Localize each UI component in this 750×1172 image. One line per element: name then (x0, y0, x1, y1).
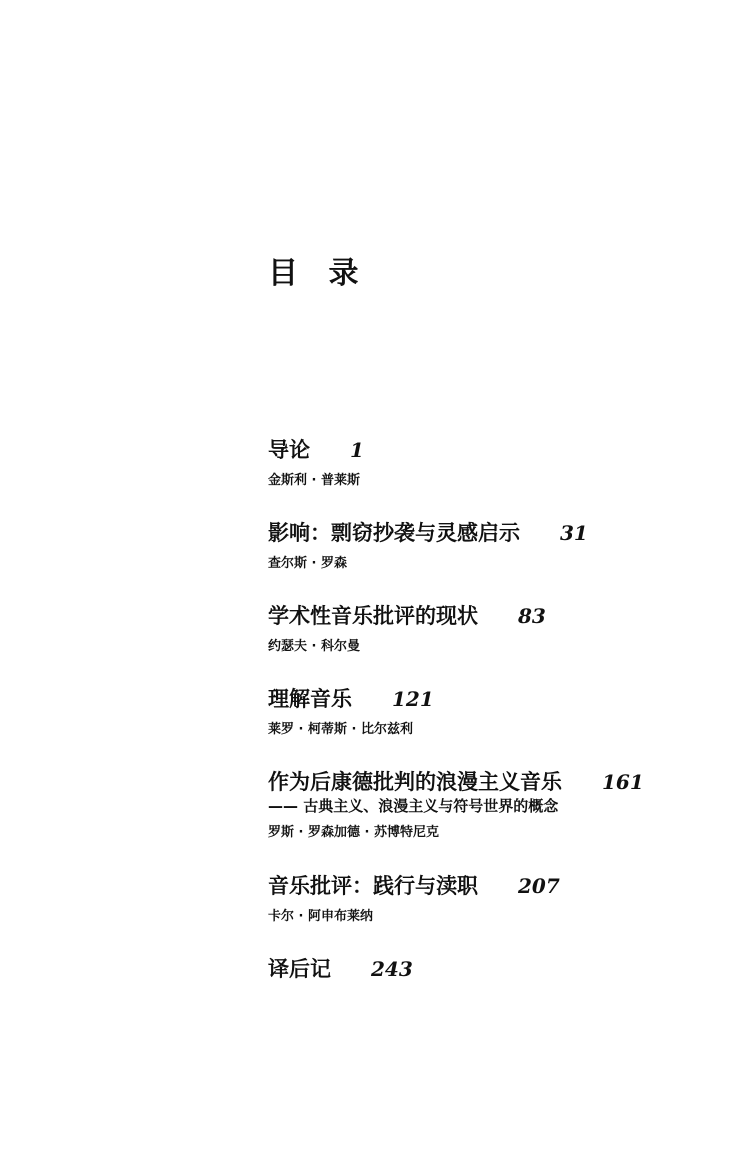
toc-entry[interactable] (268, 768, 728, 842)
entry-title: 理解音乐 (268, 687, 352, 711)
entry-page-number: 121 (392, 687, 434, 711)
entry-author: 金斯利 · 普莱斯 (268, 473, 360, 488)
entry-title-line (268, 519, 728, 547)
entry-page-number: 1 (350, 438, 364, 462)
entry-author: 莱罗 · 柯蒂斯 · 比尔兹利 (268, 722, 413, 737)
entry-page-number: 243 (371, 957, 413, 981)
toc-entry[interactable] (268, 436, 728, 490)
entry-title: 音乐批评：践行与渎职 (268, 874, 478, 898)
entry-subtitle: —— 古典主义、浪漫主义与符号世界的概念 (268, 797, 559, 815)
toc-entry[interactable] (268, 519, 728, 573)
entry-title-line (268, 768, 728, 796)
entry-author: 约瑟夫 · 科尔曼 (268, 639, 360, 654)
toc-heading: 目 录 (268, 256, 369, 291)
entry-author: 查尔斯 · 罗森 (268, 556, 347, 571)
entry-title-line (268, 602, 728, 630)
entry-page-number: 83 (518, 604, 546, 628)
entry-title: 影响：剽窃抄袭与灵感启示 (268, 521, 520, 545)
entry-title: 译后记 (268, 957, 331, 981)
toc-entry[interactable] (268, 685, 728, 739)
toc-entry[interactable] (268, 872, 728, 926)
entry-title: 作为后康德批判的浪漫主义音乐 (268, 770, 562, 794)
toc-entry[interactable] (268, 955, 728, 983)
entry-author: 罗斯 · 罗森加德 · 苏博特尼克 (268, 825, 439, 840)
entry-title-line (268, 955, 728, 983)
entry-title: 导论 (268, 438, 310, 462)
entry-author: 卡尔 · 阿申布莱纳 (268, 909, 373, 924)
entry-page-number: 31 (560, 521, 588, 545)
entry-title: 学术性音乐批评的现状 (268, 604, 478, 628)
entry-page-number: 161 (602, 770, 644, 794)
entry-title-line (268, 685, 728, 713)
entry-title-line (268, 872, 728, 900)
entry-page-number: 207 (518, 874, 560, 898)
toc-entry[interactable] (268, 602, 728, 656)
entry-title-line (268, 436, 728, 464)
